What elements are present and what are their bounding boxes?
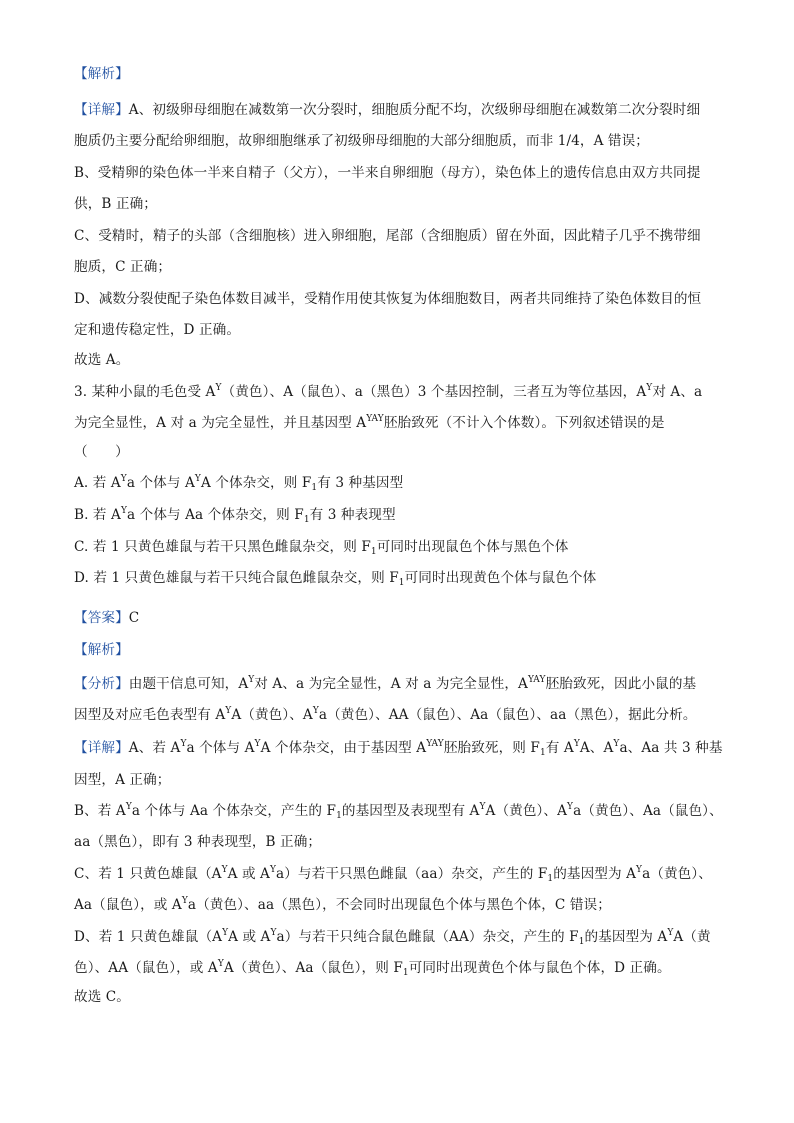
q3-detail-d-line-2: 色）、AA（鼠色），或 $A^YA$（黄色）、Aa（鼠色），则 $F_1$可同时出现黄色个体与鼠色个体，D 正确。 xyxy=(74,959,671,978)
q3-stem-line-1: 3. 某种小鼠的毛色受 $A^Y$（黄色）、A（鼠色）、a（黑色）3 个基因控制，三者互为等位基因，$A^Y$对 A、a xyxy=(74,383,703,400)
q3-detail-d-line-1: D、若 1 只黄色雄鼠（$A^YA$ 或 $A^Ya$）与若干只纯合鼠色雌鼠（AA）杂交，产生的 $F_1$的基因型为 $A^YA$（黄 xyxy=(74,928,711,947)
q3-detail-c-line-2: Aa（鼠色），或 $A^Ya$（黄色）、aa（黑色），不会同时出现鼠色个体与黑色个体，C 错误； xyxy=(74,896,611,913)
q2-option-b-line-2: 供，B 正确； xyxy=(74,196,157,212)
analysis-tag: 【分析】 xyxy=(74,676,129,692)
q3-conclusion: 故选 C。 xyxy=(74,989,131,1005)
q2-detail-tag: 【详解】 xyxy=(74,102,129,118)
q3-option-b: B. 若 $A^Ya$ 个体与 Aa 个体杂交，则 $F_1$有 3 种表现型 xyxy=(74,506,396,525)
detail-tag: 【详解】 xyxy=(74,740,129,756)
q3-detail-line-1: 【详解】A、若 $A^Ya$ 个体与 $A^YA$ 个体杂交，由于基因型 $A^{YAY}$胚胎致死，则 $F_1$有 $A^YA$、$A^Ya$、Aa 共 3 种基 xyxy=(74,739,723,758)
q3-option-a: A. 若 $A^Ya$ 个体与 $A^YA$ 个体杂交，则 $F_1$有 3 种基因型 xyxy=(74,474,404,493)
q2-detail-line-2: 胞质仍主要分配给卵细胞，故卵细胞继承了初级卵母细胞的大部分细胞质，而非 1/4，A 错误； xyxy=(74,133,649,149)
q2-option-d-line-2: 定和遗传稳定性，D 正确。 xyxy=(74,322,241,338)
q3-detail-b-line-1: B、若 $A^Ya$ 个体与 Aa 个体杂交，产生的 $F_1$的基因型及表现型有 $A^YA$（黄色）、$A^Ya$（黄色）、Aa（鼠色）、 xyxy=(74,802,723,821)
q2-analysis-heading: 【解析】 xyxy=(74,66,129,82)
q3-analysis-line-2: 因型及对应毛色表型有 $A^YA$（黄色）、$A^Ya$（黄色）、AA（鼠色）、Aa（鼠色）、aa（黑色），据此分析。 xyxy=(74,706,697,723)
q3-detail-c-line-1: C、若 1 只黄色雄鼠（$A^YA$ 或 $A^Ya$）与若干只黑色雌鼠（aa）杂交，产生的 $F_1$的基因型为 $A^Ya$（黄色）、 xyxy=(74,865,712,884)
q3-answer xyxy=(74,608,139,628)
q3-analysis-line-1: 【分析】由题干信息可知，$A^Y$对 A、a 为完全显性，A 对 a 为完全显性，$A^{YAY}$胚胎致死，因此小鼠的基 xyxy=(74,675,697,692)
q2-detail-line-1: 【详解】A、初级卵母细胞在减数第一次分裂时，细胞质分配不均，次级卵母细胞在减数第二次分裂时细 xyxy=(74,102,701,118)
q2-option-c-line-1: C、受精时，精子的头部（含细胞核）进入卵细胞，尾部（含细胞质）留在外面，因此精子几乎不携带细 xyxy=(74,228,701,244)
q3-detail-line-2: 因型，A 正确； xyxy=(74,772,171,788)
q3-stem-line-3: （ ） xyxy=(74,444,129,460)
q2-option-d-line-1: D、减数分裂使配子染色体数目减半，受精作用使其恢复为体细胞数目，两者共同维持了染色体数目的恒 xyxy=(74,291,702,307)
q2-conclusion: 故选 A。 xyxy=(74,352,130,368)
q3-option-c: C. 若 1 只黄色雄鼠与若干只黑色雌鼠杂交，则 $F_1$可同时出现鼠色个体与黑色个体 xyxy=(74,539,569,557)
answer-value: C xyxy=(128,610,140,626)
q3-analysis-heading: 【解析】 xyxy=(74,642,129,658)
q3-stem-line-2: 为完全显性，A 对 a 为完全显性，并且基因型 $A^{YAY}$胚胎致死（不计入个体数）。下列叙述错误的是 xyxy=(74,414,665,431)
q3-option-d: D. 若 1 只黄色雄鼠与若干只纯合鼠色雌鼠杂交，则 $F_1$可同时出现黄色个体与鼠色个体 xyxy=(74,570,597,588)
answer-tag: 【答案】 xyxy=(74,610,129,626)
q2-option-b-line-1: B、受精卵的染色体一半来自精子（父方），一半来自卵细胞（母方），染色体上的遗传信息由双方共同提 xyxy=(74,165,701,181)
q3-detail-b-line-2: aa（黑色），即有 3 种表现型，B 正确； xyxy=(74,834,322,850)
q2-option-c-line-2: 胞质，C 正确； xyxy=(74,259,172,275)
